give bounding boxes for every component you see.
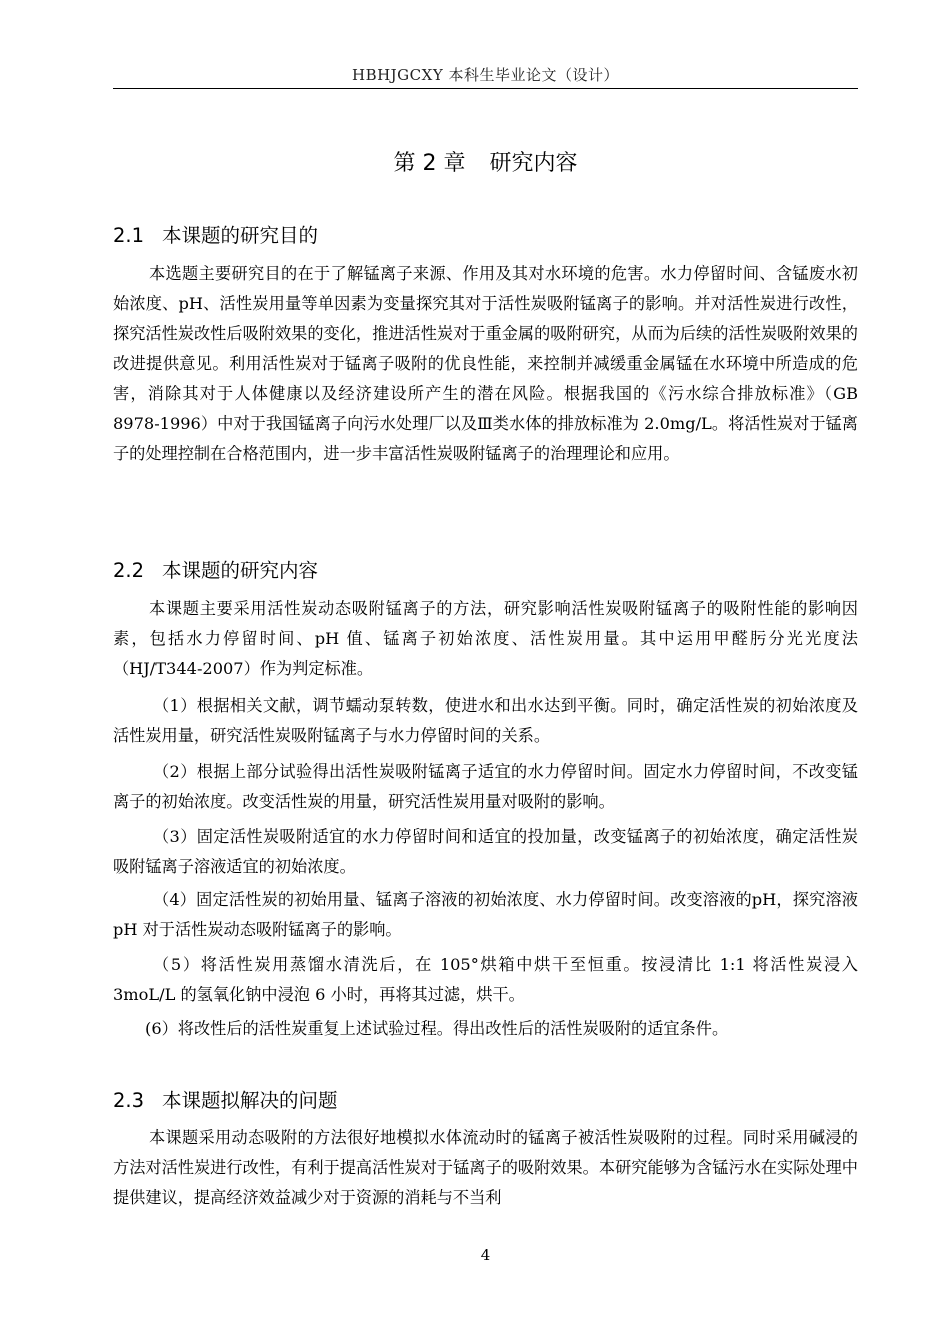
paragraph: 本课题主要采用活性炭动态吸附锰离子的方法，研究影响活性炭吸附锰离子的吸附性能的影响因素，包括水力停留时间、pH 值、锰离子初始浓度、活性炭用量。其中运用甲醛肟分光光度法（HJ/T344-2007）作为判定标准。 [113,599,858,678]
list-item: （3）固定活性炭吸附适宜的水力停留时间和适宜的投加量，改变锰离子的初始浓度，确定活性炭吸附锰离子溶液适宜的初始浓度。 [113,827,858,876]
header-divider [113,88,858,89]
paragraph: 本选题主要研究目的在于了解锰离子来源、作用及其对水环境的危害。水力停留时间、含锰废水初始浓度、pH、活性炭用量等单因素为变量探究其对于活性炭吸附锰离子的影响。并对活性炭进行改性，探究活性炭改性后吸附效果的变化，推进活性炭对于重金属的吸附研究，从而为后续的活性炭吸附效果的改进提供意见。利用活性炭对于锰离子吸附的优良性能，来控制并减缓重金属锰在水环境中所造成的危害，消除其对于人体健康以及经济建设所产生的潜在风险。根据我国的《污水综合排放标准》（GB 8978-1996）中对于我国锰离子向污水处理厂以及Ⅲ类水体的排放标准为 2.0mg/L。将活性炭对于锰离子的处理控制在合格范围内，进一步丰富活性炭吸附锰离子的治理理论和应用。 [113,264,858,463]
section-number: 2.1 [113,224,145,247]
section-number: 2.2 [113,559,145,582]
section-heading-2-2 [113,555,318,583]
list-item: （5）将活性炭用蒸馏水清洗后，在 105°烘箱中烘干至恒重。按浸清比 1:1 将活性炭浸入 3moL/L 的氢氧化钠中浸泡 6 小时，再将其过滤，烘干。 [113,955,858,1004]
section-title: 本课题的研究内容 [162,559,319,582]
chapter-number: 第 2 章 [393,151,466,176]
section-title: 本课题的研究目的 [162,224,319,247]
page-header: HBHJGCXY 本科生毕业论文（设计） [351,66,619,84]
section-number: 2.3 [113,1089,145,1112]
paragraph: 本课题采用动态吸附的方法很好地模拟水体流动时的锰离子被活性炭吸附的过程。同时采用碱浸的方法对活性炭进行改性，有利于提高活性炭对于锰离子的吸附效果。本研究能够为含锰污水在实际处理中提供建议，提高经济效益减少对于资源的消耗与不当利 [113,1128,858,1207]
section-heading-2-1 [113,220,318,248]
section-heading-2-3 [113,1085,338,1113]
list-item: （1）根据相关文献，调节蠕动泵转数，使进水和出水达到平衡。同时，确定活性炭的初始浓度及活性炭用量，研究活性炭吸附锰离子与水力停留时间的关系。 [113,696,858,745]
chapter-heading [113,146,858,177]
section-title: 本课题拟解决的问题 [162,1089,338,1112]
chapter-title: 研究内容 [489,151,578,176]
list-item: （4）固定活性炭的初始用量、锰离子溶液的初始浓度、水力停留时间。改变溶液的pH，探究溶液 pH 对于活性炭动态吸附锰离子的影响。 [113,890,858,939]
page-number: 4 [480,1246,491,1264]
list-item: （2）根据上部分试验得出活性炭吸附锰离子适宜的水力停留时间。固定水力停留时间，不改变锰离子的初始浓度。改变活性炭的用量，研究活性炭用量对吸附的影响。 [113,762,858,811]
list-item: (6）将改性后的活性炭重复上述试验过程。得出改性后的活性炭吸附的适宜条件。 [145,1019,729,1038]
